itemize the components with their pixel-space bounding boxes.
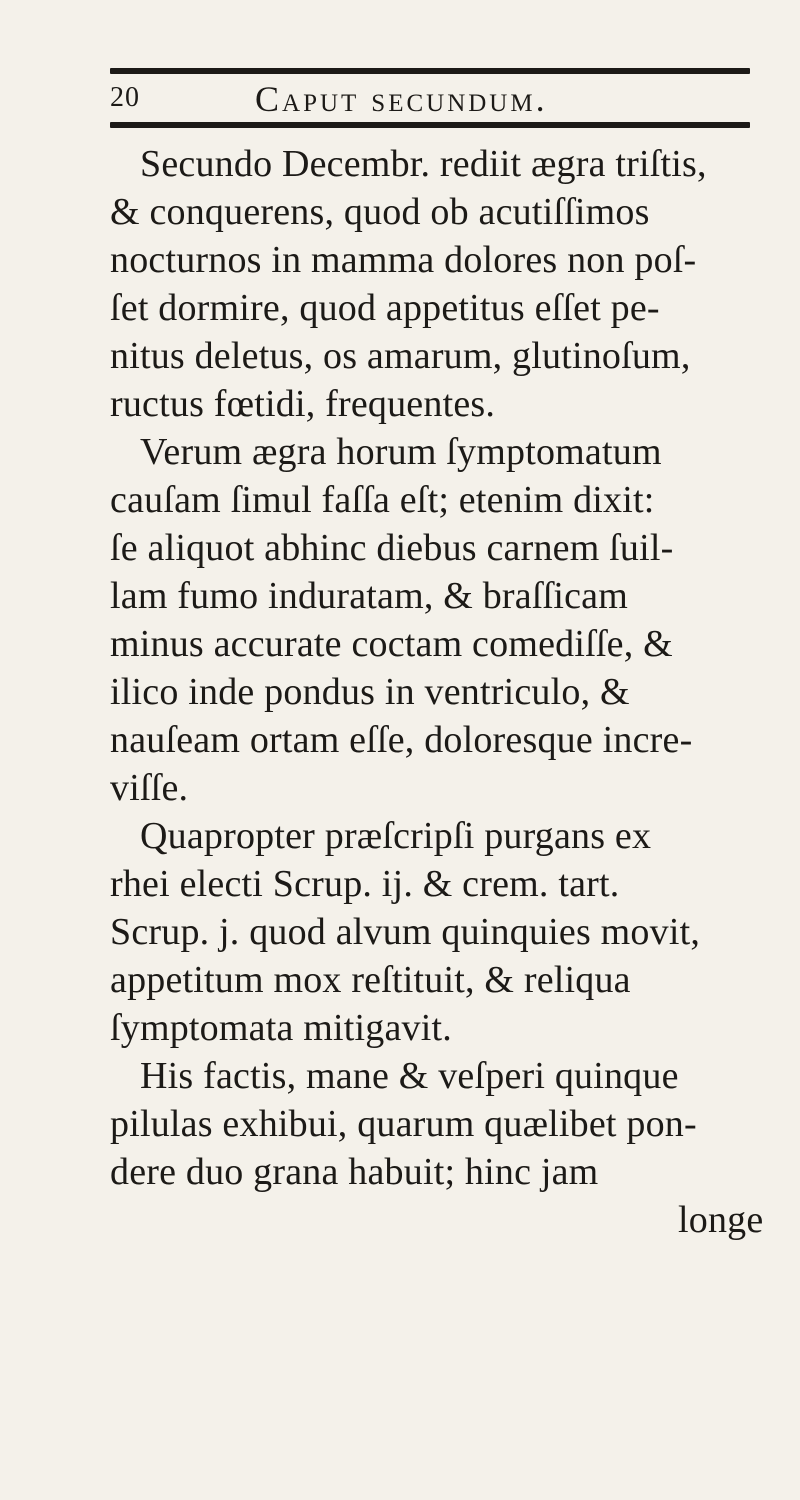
text-line: ſet dormire, quod appetitus eſſet pe- [110,287,660,329]
text-line: & conquerens, quod ob acutiſſimos [110,191,650,233]
page-header [110,78,750,118]
text-line: minus accurate coctam comediſſe, & [110,623,673,665]
catchword: longe [678,1199,764,1241]
text-line: rhei electi Scrup. ij. & crem. tart. [110,863,620,905]
text-line: appetitum mox reſtituit, & reliqua [110,959,631,1001]
text-line: Secundo Decembr. rediit ægra triſtis, [140,143,707,185]
text-line: ſe aliquot abhinc diebus carnem ſuil- [110,527,674,569]
running-head: Caput secundum. [255,79,548,119]
text-line: ſymptomata mitigavit. [110,1007,452,1049]
page-number: 20 [110,82,140,113]
header-rule-top [110,68,750,74]
header-rule-bottom [110,122,750,128]
text-line: nauſeam ortam eſſe, doloresque incre- [110,719,693,761]
text-line: nocturnos in mamma dolores non poſ- [110,239,697,281]
text-line: lam fumo induratam, & braſſicam [110,575,628,617]
text-line: nitus deletus, os amarum, glutinoſum, [110,335,691,377]
text-line: dere duo grana habuit; hinc jam [110,1151,599,1193]
text-line: Scrup. j. quod alvum quinquies movit, [110,911,701,953]
text-line: Verum ægra horum ſymptomatum [140,431,662,473]
text-line: ructus fœtidi, frequentes. [110,383,496,425]
text-line: Quapropter præſcripſi purgans ex [140,815,652,857]
text-line: ilico inde pondus in ventriculo, & [110,671,630,713]
text-line: pilulas exhibui, quarum quælibet pon- [110,1103,697,1145]
text-line: His factis, mane & veſperi quinque [140,1055,679,1097]
text-line: viſſe. [110,767,189,809]
text-line: cauſam ſimul faſſa eſt; etenim dixit: [110,479,655,521]
